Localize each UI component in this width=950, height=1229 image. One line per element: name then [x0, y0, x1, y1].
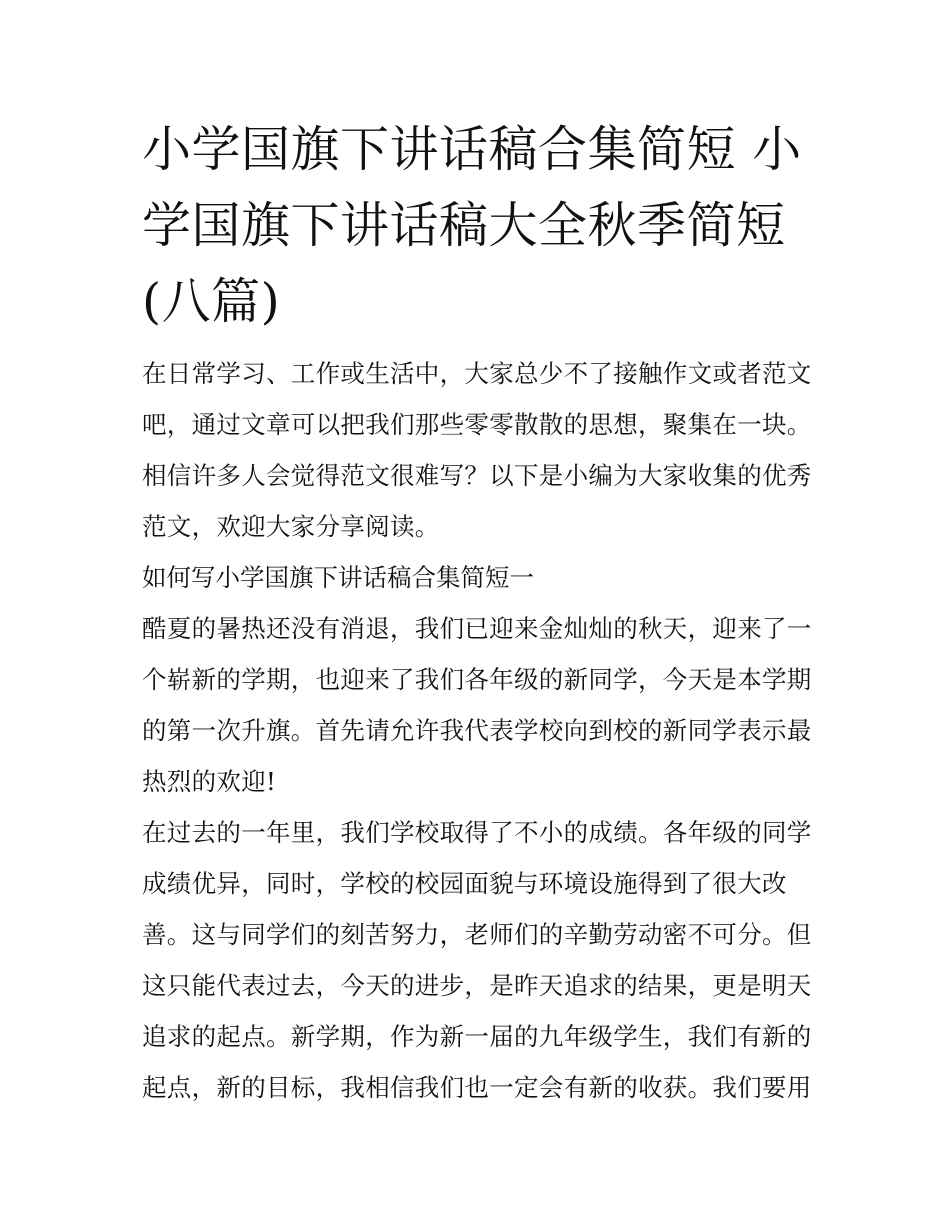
title-line: 学国旗下讲话稿大全秋季简短: [142, 197, 786, 254]
text-line: 相信许多人会觉得范文很难写？以下是小编为大家收集的优秀: [142, 461, 812, 490]
text-line: 在日常学习、工作或生活中，大家总少不了接触作文或者范文: [142, 359, 812, 388]
section-heading: [142, 552, 814, 603]
document-body: [142, 348, 814, 1113]
text-line: 吧，通过文章可以把我们那些零零散散的思想，聚集在一块。: [142, 410, 812, 439]
text-line: 酷夏的暑热还没有消退，我们已迎来金灿灿的秋天，迎来了一: [142, 614, 812, 643]
text-line: 在过去的一年里，我们学校取得了不小的成绩。各年级的同学: [142, 818, 812, 847]
document-title: [142, 112, 814, 340]
text-line: 善。这与同学们的刻苦努力，老师们的辛勤劳动密不可分。但: [142, 920, 812, 949]
document-page: [142, 112, 814, 1113]
text-line: 范文，欢迎大家分享阅读。: [142, 512, 440, 541]
title-line: (八篇): [142, 273, 281, 330]
text-line: 的第一次升旗。首先请允许我代表学校向到校的新同学表示最: [142, 716, 812, 745]
text-line: 这只能代表过去，今天的进步，是昨天追求的结果，更是明天: [142, 971, 812, 1000]
body-paragraph-1: [142, 603, 814, 807]
text-line: 个崭新的学期，也迎来了我们各年级的新同学，今天是本学期: [142, 665, 812, 694]
text-line: 成绩优异，同时，学校的校园面貌与环境设施得到了很大改: [142, 869, 787, 898]
title-line: 小学国旗下讲话稿合集简短 小: [142, 121, 802, 178]
text-line: 热烈的欢迎!: [142, 767, 277, 796]
intro-paragraph: [142, 348, 814, 552]
body-paragraph-2: [142, 807, 814, 1113]
text-line: 起点，新的目标，我相信我们也一定会有新的收获。我们要用: [142, 1073, 812, 1102]
text-line: 如何写小学国旗下讲话稿合集简短一: [142, 563, 534, 592]
text-line: 追求的起点。新学期，作为新一届的九年级学生，我们有新的: [142, 1022, 812, 1051]
